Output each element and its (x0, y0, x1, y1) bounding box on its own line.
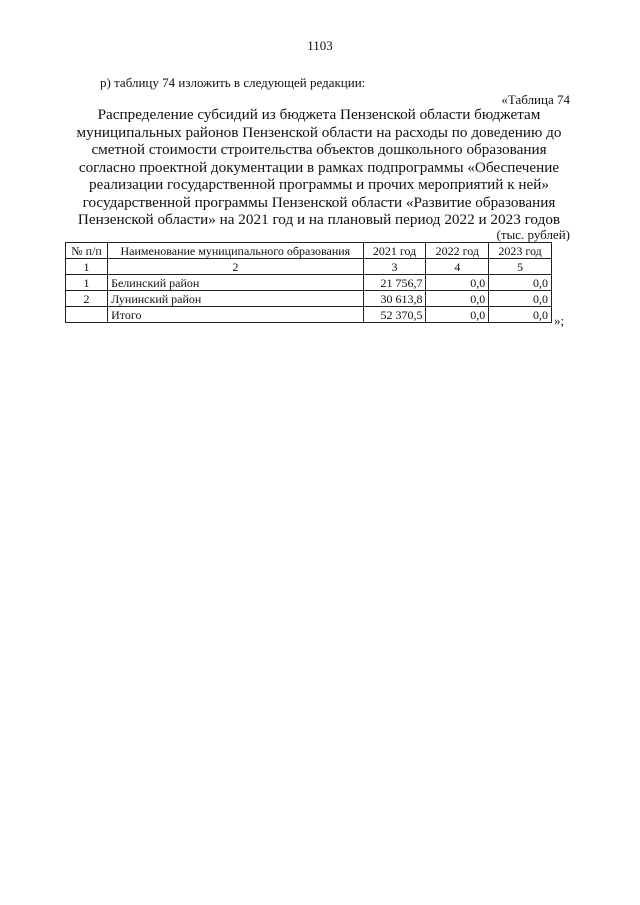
title-line: государственной программы Пензенской области «Развитие образования (82, 193, 556, 211)
header-cell: Наименование муниципального образования (108, 243, 364, 259)
title-line: реализации государственной программы и прочих мероприятий к ней» (89, 176, 549, 193)
page-number: 1103 (307, 38, 333, 53)
total-label-cell: Итого (108, 307, 364, 323)
column-number-cell: 5 (489, 259, 552, 275)
intro-text: р) таблицу 74 изложить в следующей редакции: (100, 75, 366, 90)
value-cell: 52 370,5 (363, 307, 426, 323)
total-row (66, 307, 552, 323)
column-number-cell: 2 (108, 259, 364, 275)
value-cell: 0,0 (489, 275, 552, 291)
row-number-cell: 2 (66, 291, 108, 307)
value-cell: 21 756,7 (363, 275, 426, 291)
title-line: согласно проектной документации в рамках подпрограммы «Обеспечение (78, 158, 560, 176)
value-cell: 30 613,8 (363, 291, 426, 307)
table-row (66, 275, 552, 291)
row-number-cell: 1 (66, 275, 108, 291)
header-cell: 2023 год (489, 243, 552, 259)
subsidy-table (65, 242, 552, 323)
column-number-cell: 4 (426, 259, 489, 275)
value-cell: 0,0 (489, 307, 552, 323)
header-cell: 2022 год (426, 243, 489, 259)
value-cell: 0,0 (426, 291, 489, 307)
table-title (64, 106, 574, 229)
table-label: «Таблица 74 (501, 92, 570, 107)
unit-label: (тыс. рублей) (496, 227, 570, 242)
table-header-row (66, 243, 552, 259)
closing-quote: »; (554, 313, 565, 328)
title-line: муниципальных районов Пензенской области на расходы по доведению до (76, 123, 562, 141)
title-line: сметной стоимости строительства объектов дошкольного образования (91, 141, 547, 158)
municipality-cell: Лунинский район (108, 291, 364, 307)
value-cell: 0,0 (489, 291, 552, 307)
header-cell: № п/п (66, 243, 108, 259)
column-number-row (66, 259, 552, 275)
column-number-cell: 1 (66, 259, 108, 275)
municipality-cell: Белинский район (108, 275, 364, 291)
column-number-cell: 3 (363, 259, 426, 275)
value-cell: 0,0 (426, 275, 489, 291)
header-cell: 2021 год (363, 243, 426, 259)
row-number-cell (66, 307, 108, 323)
value-cell: 0,0 (426, 307, 489, 323)
title-line: Распределение субсидий из бюджета Пензенской области бюджетам (97, 106, 541, 123)
title-line: Пензенской области» на 2021 год и на плановый период 2022 и 2023 годов (77, 211, 561, 228)
table-row (66, 291, 552, 307)
